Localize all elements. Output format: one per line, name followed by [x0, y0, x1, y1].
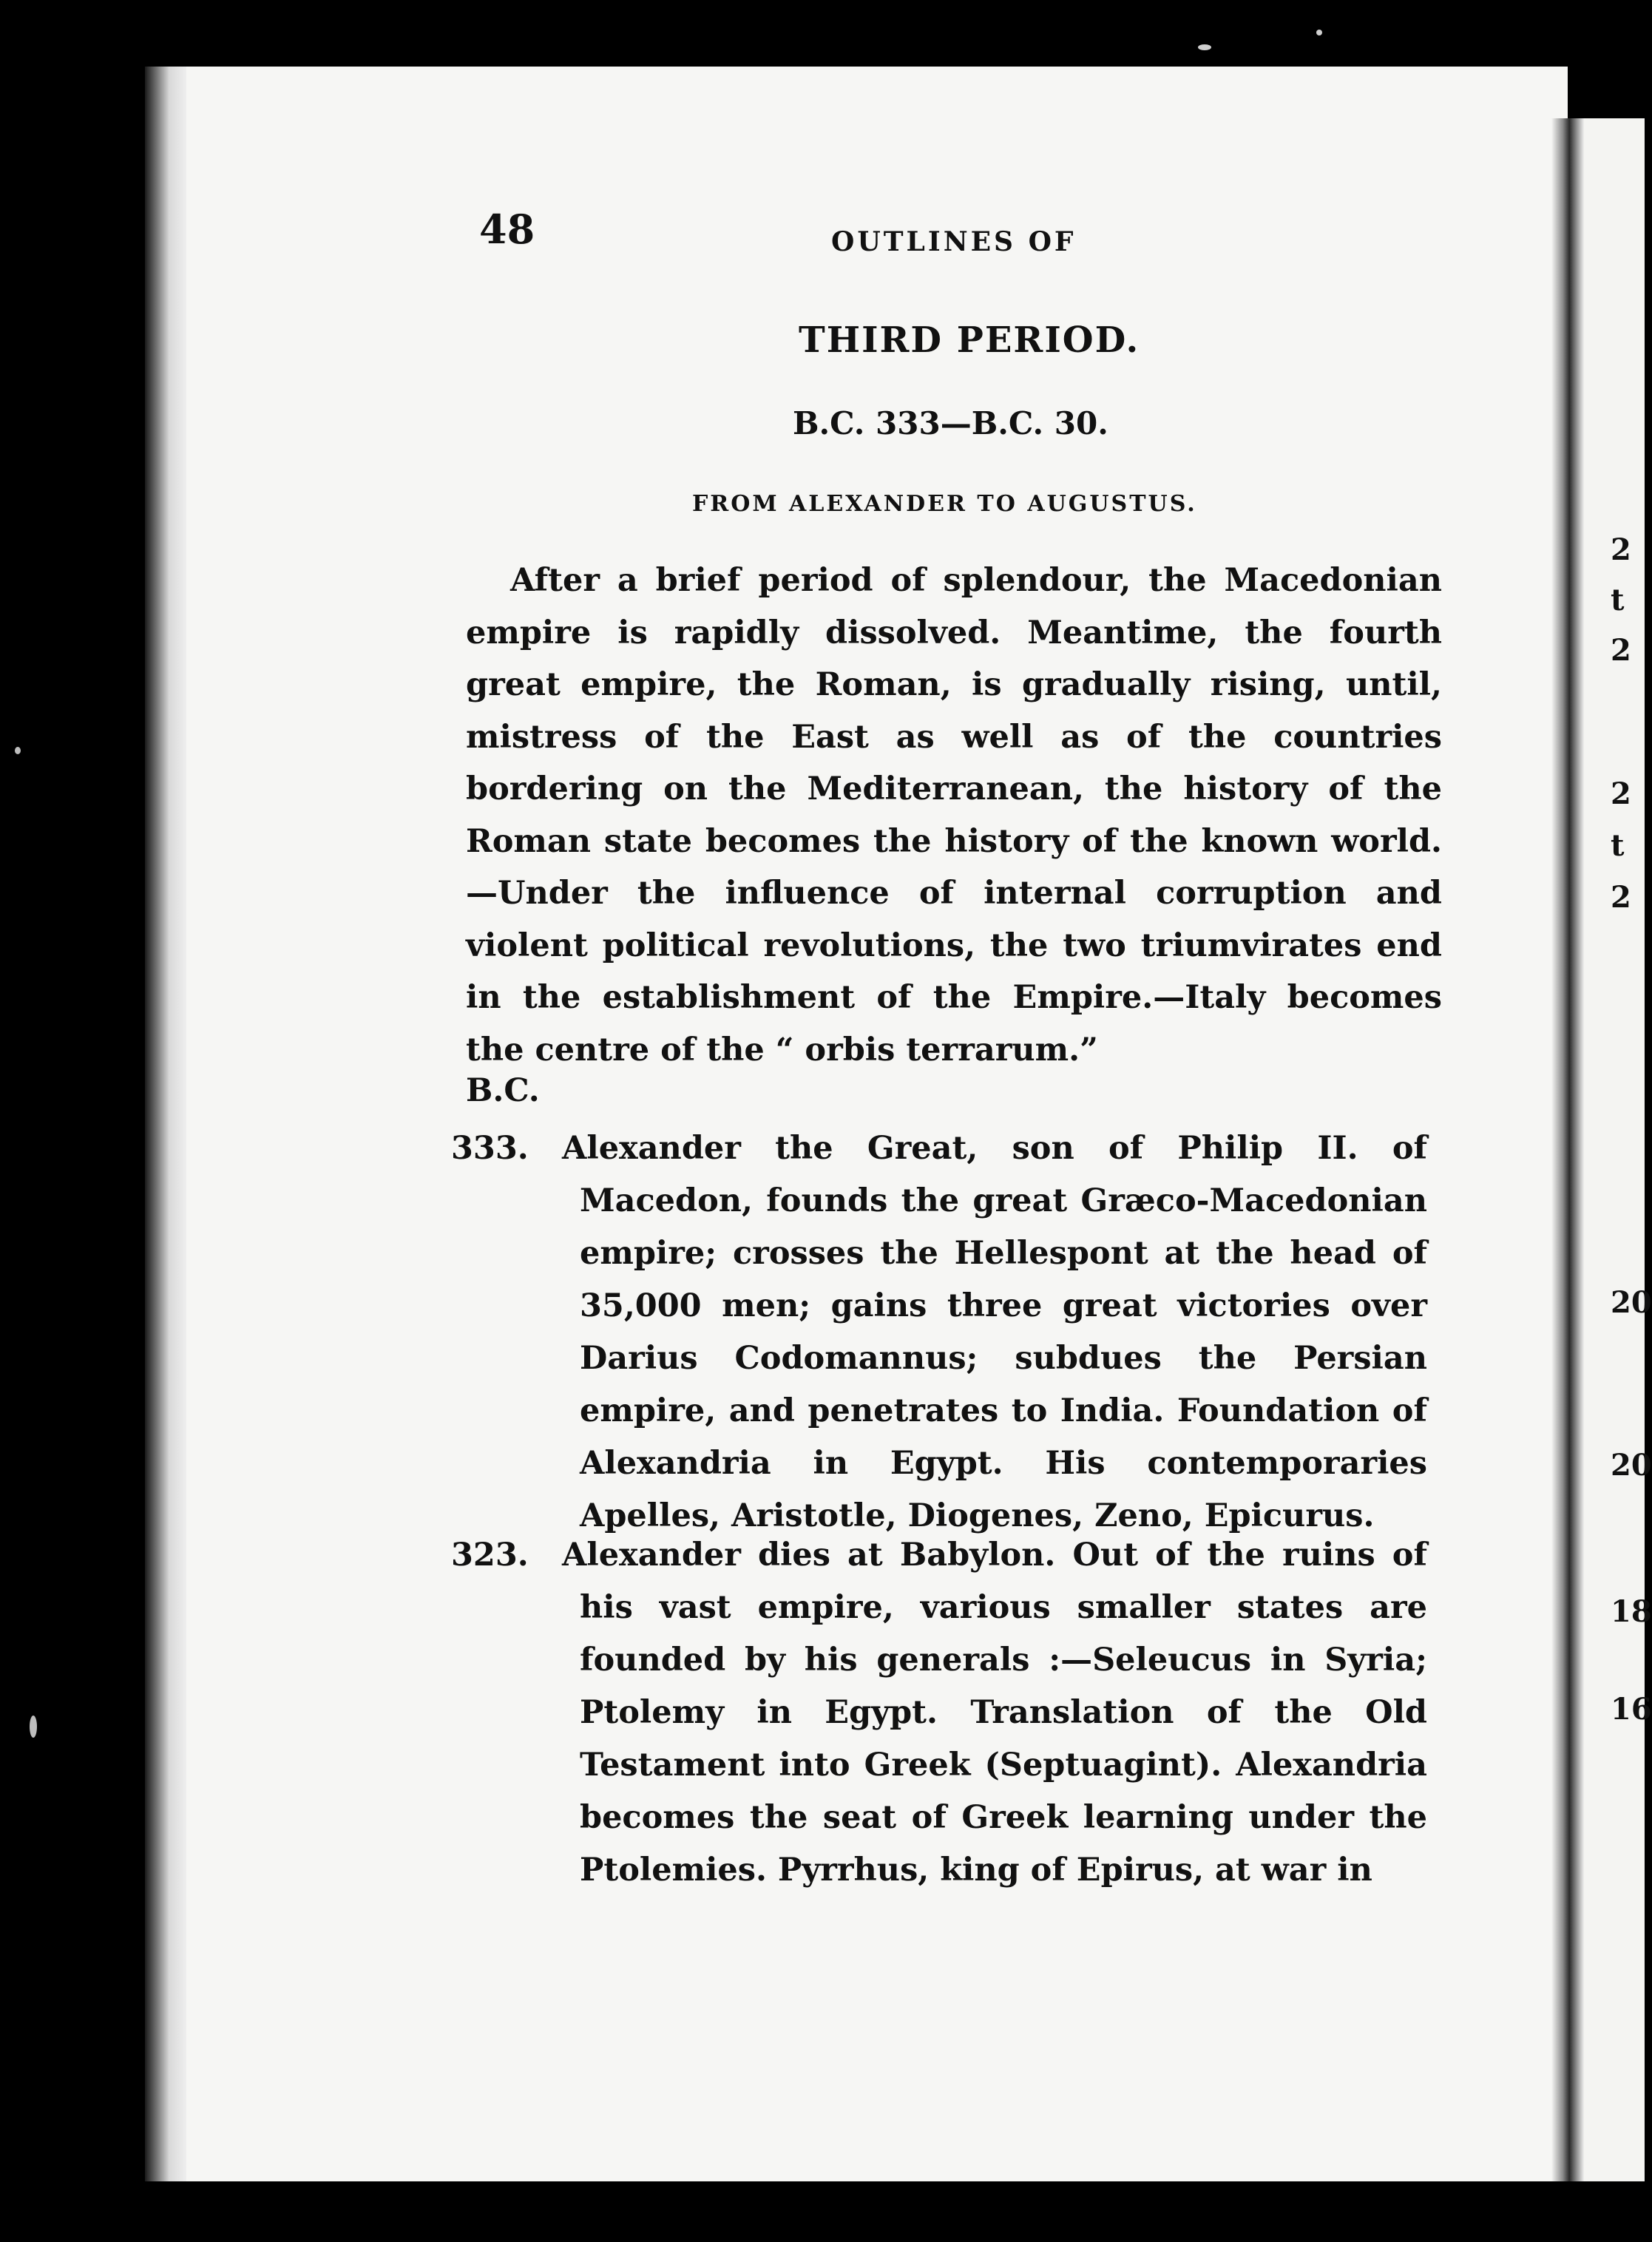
page-gutter [1551, 118, 1584, 2181]
next-page-fragment: 18 [1611, 1594, 1652, 1629]
next-page-fragment: 2 [1611, 776, 1631, 811]
scan-speck [15, 747, 21, 754]
page-number: 48 [479, 206, 535, 253]
scan-speck [1316, 30, 1322, 35]
entry-year: 333. [451, 1130, 529, 1167]
next-page-fragment: 2 [1611, 880, 1631, 915]
scan-speck [30, 1716, 37, 1738]
period-title: THIRD PERIOD. [799, 319, 1140, 361]
entry-year: 323. [451, 1537, 529, 1574]
next-page-fragment: t [1611, 583, 1625, 617]
period-subtitle: FROM ALEXANDER TO AUGUSTUS. [692, 491, 1197, 517]
next-page-fragment: 2 [1611, 633, 1631, 668]
book-binding-edge [145, 67, 189, 2181]
next-page-fragment: t [1611, 828, 1625, 863]
next-page-edge [1584, 118, 1652, 2181]
era-label: B.C. [466, 1072, 540, 1109]
intro-paragraph: After a brief period of splendour, the Macedonian empire is rapidly dissolved. Meantime, the fourth great empire, the Roman, is gradually rising, until, mistress of the East as well as of the countries bordering on the Mediterranean, the history of the Roman state becomes the history of the known world.—Under the influence of internal corruption and violent political revolutions, the two triumvirates end in the establishment of the Empire.—Italy becomes the centre of the “ orbis terrarum.” [466, 562, 1442, 1068]
entry-text: Alexander dies at Babylon. Out of the ruins of his vast empire, various smaller states are founded by his generals :—Seleucus in Syria; Ptolemy in Egypt. Translation of the Old Testament into Greek (Septuagint). Alexandria becomes the seat of Greek learning under the Ptolemies. Pyrrhus, king of Epirus, at war in [562, 1537, 1427, 1889]
entry-text: Alexander the Great, son of Philip II. of Macedon, founds the great Græco-Macedonian empire; crosses the Hellespont at the head of 35,000 men; gains three great victories over Darius Codomannus; subdues the Persian empire, and penetrates to India. Foundation of Alexandria in Egypt. His contemporaries Apelles, Aristotle, Diogenes, Zeno, Epicurus. [562, 1130, 1427, 1534]
next-page-fragment: 20 [1611, 1285, 1652, 1320]
chronology-entry [451, 1122, 1427, 1542]
next-page-fragment: 2 [1611, 532, 1631, 567]
scan-speck [1198, 44, 1211, 50]
period-dates: B.C. 333—B.C. 30. [793, 405, 1108, 441]
chronology-entry [451, 1529, 1427, 1897]
next-page-fragment: 16 [1611, 1692, 1652, 1727]
next-page-fragment: 20 [1611, 1448, 1652, 1483]
running-head: OUTLINES OF [831, 226, 1077, 257]
